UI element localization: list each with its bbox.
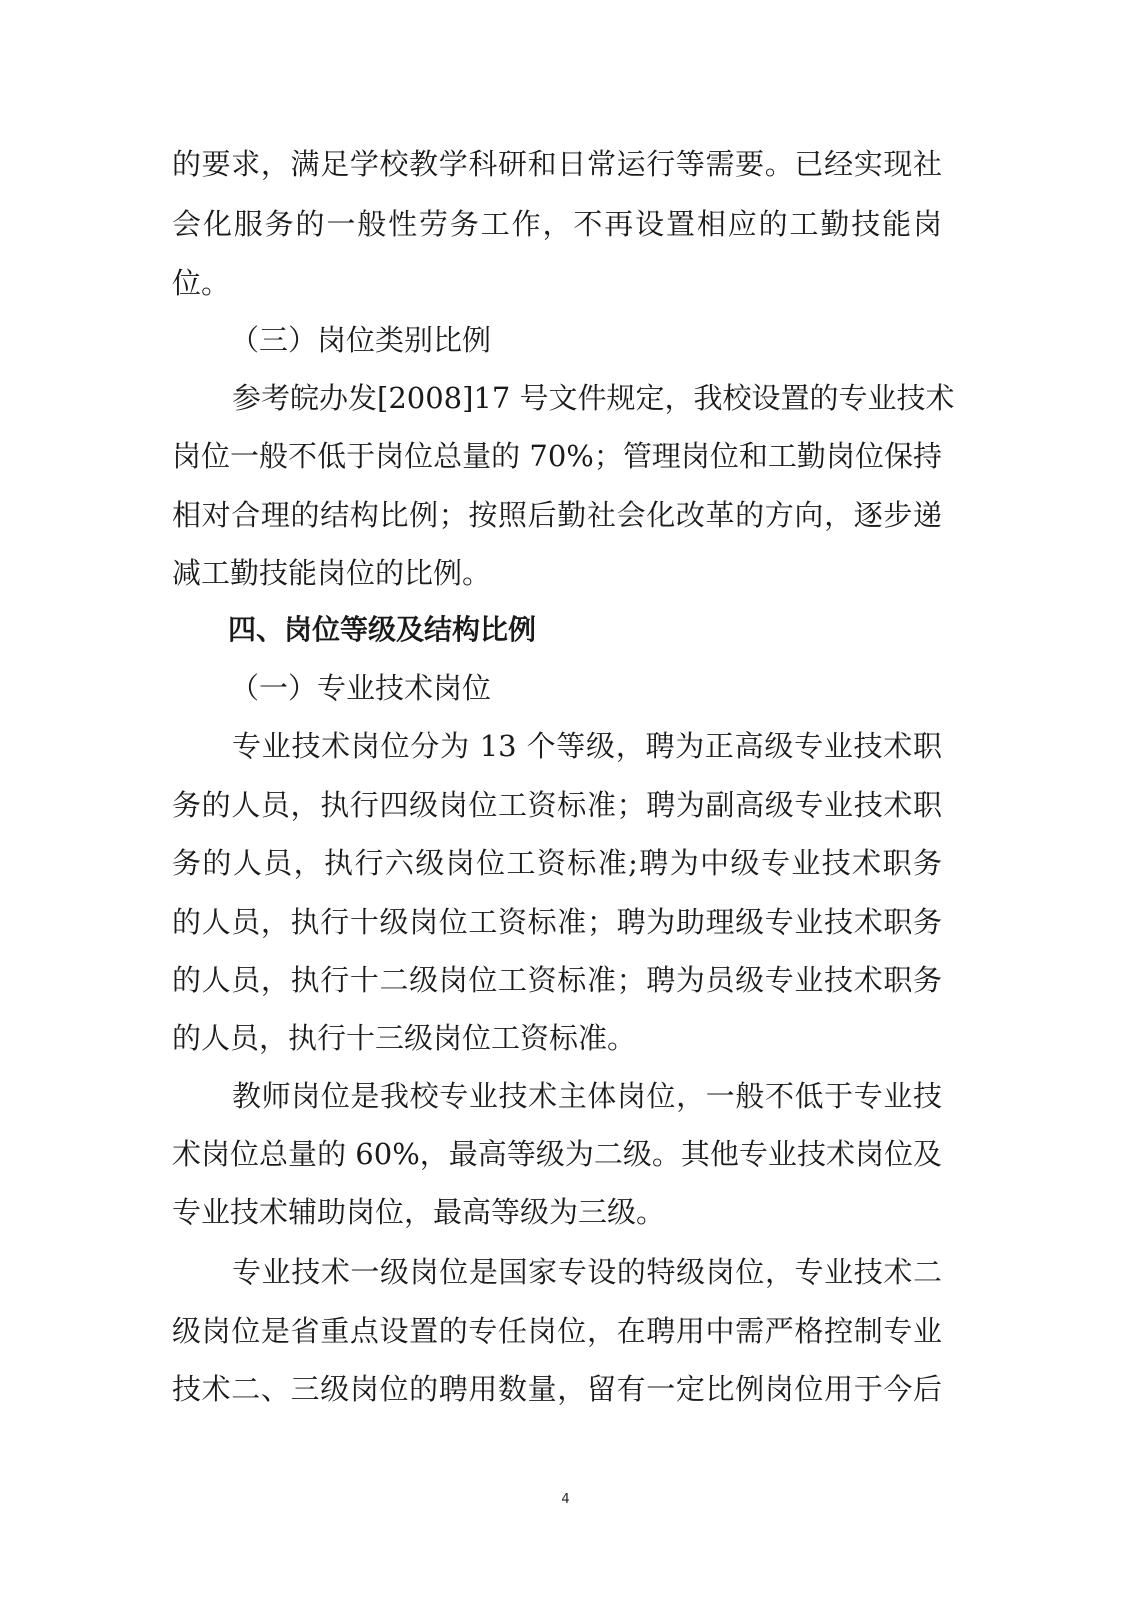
paragraph-line: 教师岗位是我校专业技术主体岗位，一般不低于专业技 <box>232 1079 942 1113</box>
section-heading: 四、岗位等级及结构比例 <box>228 613 537 646</box>
section-subheading: （三）岗位类别比例 <box>230 323 492 357</box>
paragraph-line: 专业技术辅助岗位，最高等级为三级。 <box>172 1195 666 1229</box>
paragraph-line: 务的人员，执行四级岗位工资标准；聘为副高级专业技术职 <box>172 788 942 822</box>
page-number: 4 <box>561 1492 570 1507</box>
paragraph-line: 术岗位总量的 60%，最高等级为二级。其他专业技术岗位及 <box>172 1137 942 1171</box>
section-subheading: （一）专业技术岗位 <box>230 671 492 705</box>
paragraph-line: 的要求，满足学校教学科研和日常运行等需要。已经实现社 <box>172 147 942 181</box>
paragraph-line: 的人员，执行十二级岗位工资标准；聘为员级专业技术职务 <box>172 963 942 997</box>
paragraph-line: 专业技术一级岗位是国家专设的特级岗位，专业技术二 <box>232 1255 942 1289</box>
paragraph-line: 的人员，执行十三级岗位工资标准。 <box>172 1021 637 1055</box>
paragraph-line: 技术二、三级岗位的聘用数量，留有一定比例岗位用于今后 <box>172 1372 942 1406</box>
paragraph-line: 岗位一般不低于岗位总量的 70%；管理岗位和工勤岗位保持 <box>172 439 942 473</box>
paragraph-line: 务的人员，执行六级岗位工资标准;聘为中级专业技术职务 <box>172 846 942 880</box>
paragraph-line: 的人员，执行十级岗位工资标准；聘为助理级专业技术职务 <box>172 905 942 939</box>
paragraph-line: 减工勤技能岗位的比例。 <box>172 556 492 590</box>
paragraph-line: 专业技术岗位分为 13 个等级，聘为正高级专业技术职 <box>232 729 942 763</box>
paragraph-line: 相对合理的结构比例；按照后勤社会化改革的方向，逐步递 <box>172 498 942 532</box>
paragraph-line: 会化服务的一般性劳务工作，不再设置相应的工勤技能岗 <box>172 207 942 241</box>
paragraph-line: 级岗位是省重点设置的专任岗位，在聘用中需严格控制专业 <box>172 1314 942 1348</box>
paragraph-line: 参考皖办发[2008]17 号文件规定，我校设置的专业技术 <box>232 381 955 415</box>
paragraph-line: 位。 <box>172 266 231 300</box>
